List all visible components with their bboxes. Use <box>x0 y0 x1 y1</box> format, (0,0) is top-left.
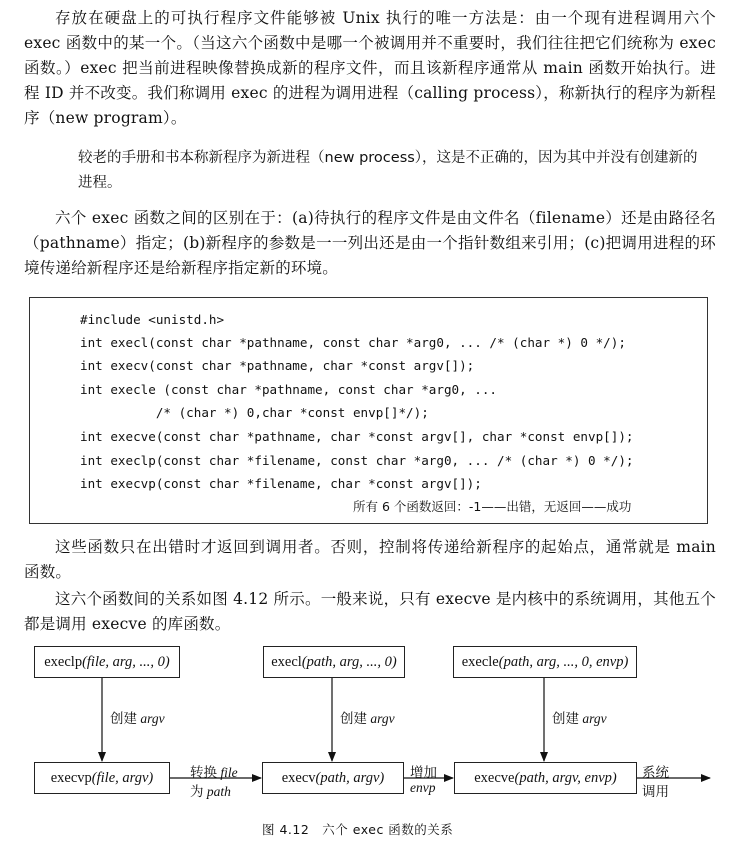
execlp-args: (file, arg, ..., 0) <box>82 653 170 670</box>
label-to-path <box>190 780 231 800</box>
box-execv <box>262 762 404 794</box>
code-line-execle-cont: /* (char *) 0,char *const envp[]*/); <box>80 405 429 420</box>
paragraph-exec-differences: 六个 exec 函数之间的区别在于：(a)待执行的程序文件是由文件名（filename）还是由路径名（pathname）指定；(b)新程序的参数是一一列出还是由一个指针数组来引用；(c)把调用进程的环境传递给新程序还是给新程序指定新的环境。 <box>24 209 716 277</box>
label-build-argv-1 <box>110 707 165 727</box>
code-line-execve: int execve(const char *pathname, char *const argv[], char *const envp[]); <box>80 429 634 444</box>
label-add: 增加 <box>410 765 437 780</box>
label-build-text: 创建 <box>552 711 579 726</box>
code-line-execl: int execl(const char *pathname, const char *arg0, ... /* (char *) 0 */); <box>80 335 626 350</box>
label-build-argv-3 <box>552 707 607 727</box>
label-argv-var: argv <box>582 711 607 726</box>
box-execle <box>453 646 637 678</box>
execle-name: execle <box>461 653 499 670</box>
execl-args: (path, arg, ..., 0) <box>301 653 397 670</box>
note-new-process: 较老的手册和书本称新程序为新进程（new process），这是不正确的，因为其中并没有创建新的进程。 <box>78 150 698 191</box>
label-build-argv-2 <box>340 707 395 727</box>
box-execlp <box>34 646 180 678</box>
code-line-execle: int execle (const char *pathname, const char *arg0, ... <box>80 382 498 397</box>
box-execvp <box>34 762 170 794</box>
paragraph-relationship: 这六个函数间的关系如图 4.12 所示。一般来说，只有 execve 是内核中的系统调用，其他五个都是调用 execve 的库函数。 <box>24 590 716 633</box>
paragraph-return-behavior: 这些函数只在出错时才返回到调用者。否则，控制将传递给新程序的起始点，通常就是 main 函数。 <box>24 538 716 581</box>
label-syscall-2: 调用 <box>642 784 669 799</box>
label-build-text: 创建 <box>110 711 137 726</box>
label-syscall-1: 系统 <box>642 765 669 780</box>
label-convert-text: 转换 <box>190 765 217 780</box>
execve-args: (path, argv, envp) <box>514 769 617 786</box>
code-line-include: #include <unistd.h> <box>80 312 225 327</box>
execv-name: execv <box>281 769 316 786</box>
label-argv-var: argv <box>370 711 395 726</box>
label-convert-file <box>190 761 238 781</box>
execvp-name: execvp <box>50 769 92 786</box>
execle-args: (path, arg, ..., 0, envp) <box>498 653 629 670</box>
label-build-text: 创建 <box>340 711 367 726</box>
execve-name: execve <box>474 769 515 786</box>
code-line-execvp: int execvp(const char *filename, char *const argv[]); <box>80 476 482 491</box>
box-execl <box>263 646 405 678</box>
paragraph-exec-intro: 存放在硬盘上的可执行程序文件能够被 Unix 执行的唯一方法是：由一个现有进程调用六个 exec 函数中的某一个。（当这六个函数中是哪一个被调用并不重要时，我们往往把它们统称为 exec 函数。）exec 把当前进程映像替换成新的程序文件，而且该新程序通常从 main 函数开始执行。进程 ID 并不改变。我们称调用 exec 的进程为调用进程（calling process），称新执行的程序为新程序（new program）。 <box>24 9 716 127</box>
label-path-var: path <box>206 784 231 799</box>
figure-caption: 图 4.12 六个 exec 函数的关系 <box>262 822 454 837</box>
label-argv-var: argv <box>140 711 165 726</box>
code-line-execv: int execv(const char *pathname, char *const argv[]); <box>80 358 475 373</box>
label-envp-var: envp <box>410 780 436 795</box>
execlp-name: execlp <box>44 653 83 670</box>
label-envp <box>410 780 435 796</box>
label-to-text: 为 <box>190 784 204 799</box>
execvp-args: (file, argv) <box>91 769 154 786</box>
label-file-var: file <box>220 765 238 780</box>
execv-args: (path, argv) <box>315 769 385 786</box>
execl-name: execl <box>271 653 302 670</box>
box-execve <box>454 762 637 794</box>
return-values-note: 所有 6 个函数返回：-1——出错，无返回——成功 <box>353 499 632 514</box>
code-line-execlp: int execlp(const char *filename, const char *arg0, ... /* (char *) 0 */); <box>80 453 634 468</box>
